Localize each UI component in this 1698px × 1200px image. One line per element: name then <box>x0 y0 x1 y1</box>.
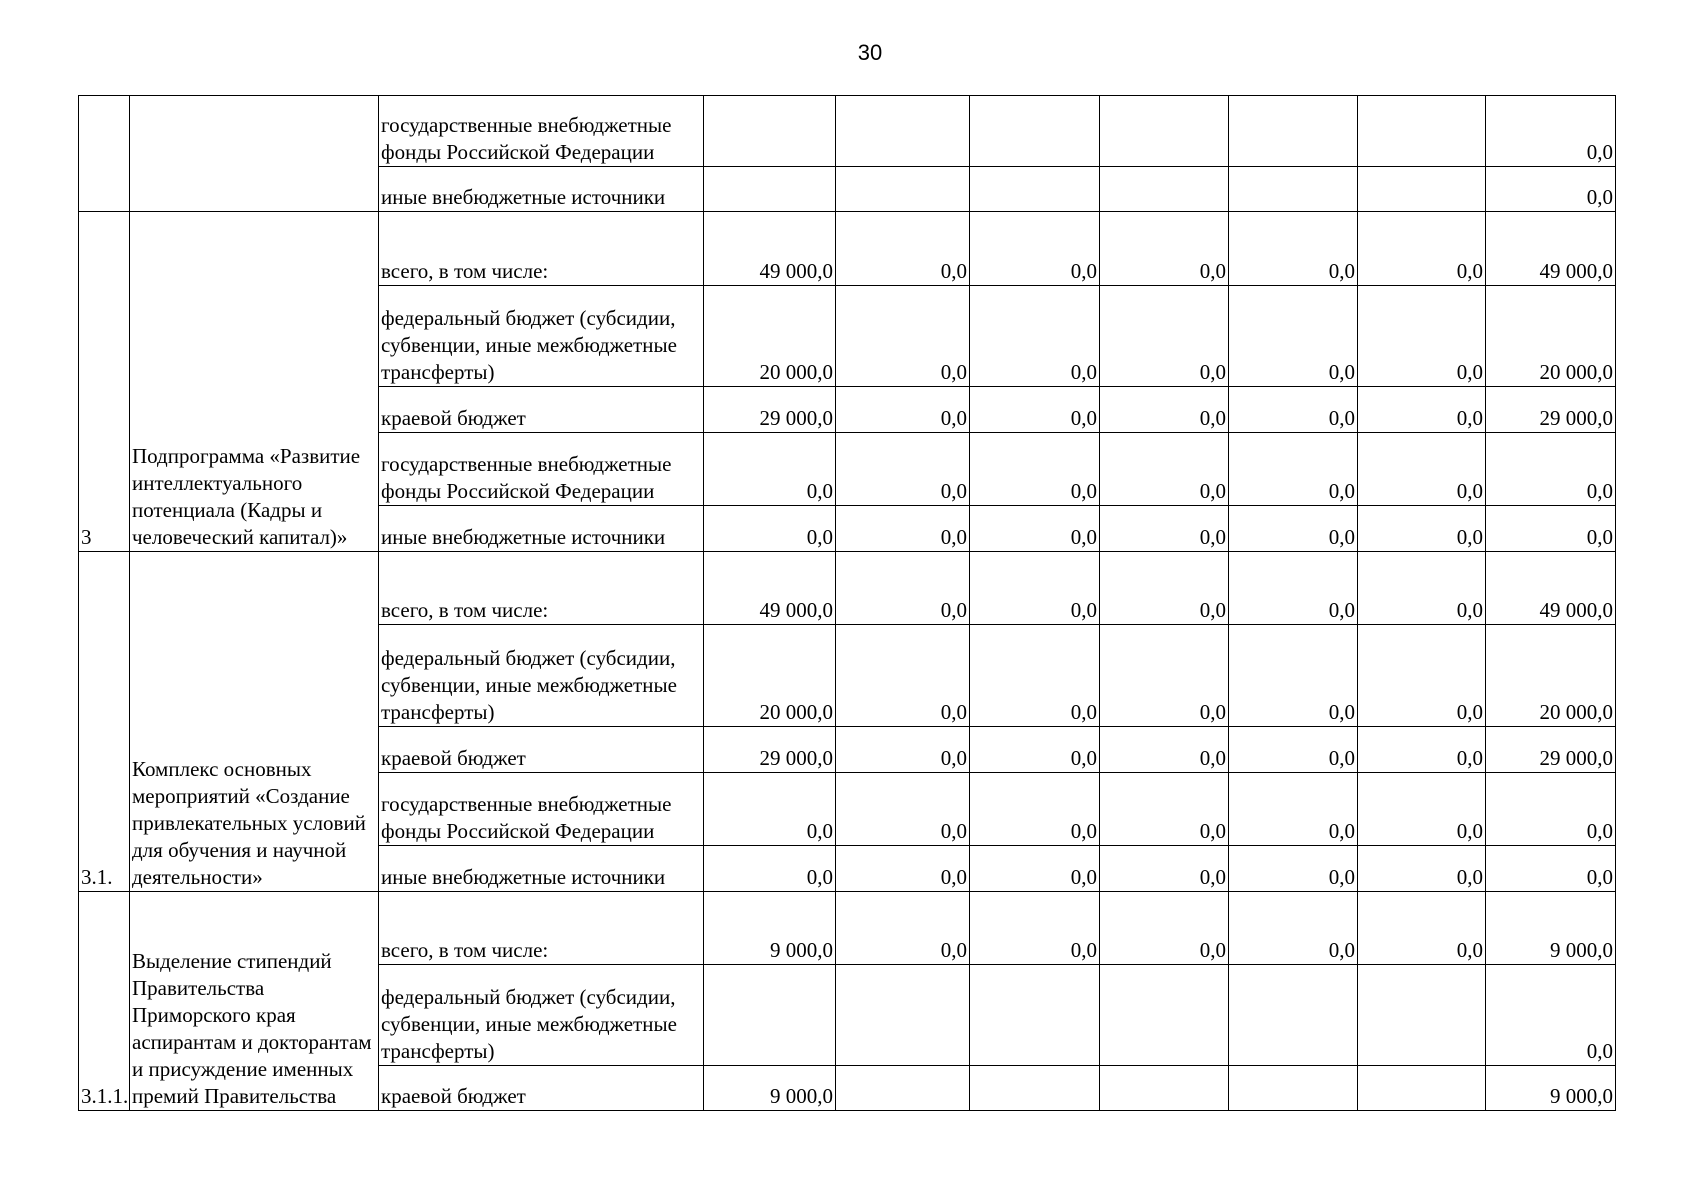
total-value-cell: 0,0 <box>1486 965 1616 1066</box>
table-row <box>79 892 1616 965</box>
value-cell: 0,0 <box>970 212 1100 286</box>
value-cell: 20 000,0 <box>704 286 836 387</box>
total-value-cell: 9 000,0 <box>1486 892 1616 965</box>
value-cell: 0,0 <box>704 846 836 892</box>
funding-source-label: иные внебюджетные источники <box>381 865 666 889</box>
value-cell: 0,0 <box>1358 773 1486 846</box>
value-cell <box>970 1066 1100 1111</box>
funding-source-cell <box>379 167 704 212</box>
value-cell: 49 000,0 <box>704 212 836 286</box>
total-value-cell: 0,0 <box>1486 773 1616 846</box>
total-value-cell: 20 000,0 <box>1486 286 1616 387</box>
value-cell: 29 000,0 <box>704 387 836 433</box>
funding-source-label: всего, в том числе: <box>381 938 549 962</box>
funding-source-cell <box>379 773 704 846</box>
value-cell <box>1100 96 1229 167</box>
funding-source-label: всего, в том числе: <box>381 259 549 283</box>
funding-source-cell <box>379 387 704 433</box>
funding-source-label: федеральный бюджет (субсидии, субвенции, иные межбюджетные трансферты) <box>381 646 677 724</box>
value-cell: 0,0 <box>970 892 1100 965</box>
table-row <box>79 212 1616 286</box>
total-value-cell: 49 000,0 <box>1486 552 1616 625</box>
value-cell: 0,0 <box>1229 506 1358 552</box>
row-name-cell <box>130 96 379 212</box>
value-cell: 49 000,0 <box>704 552 836 625</box>
value-cell: 0,0 <box>1358 552 1486 625</box>
total-value-cell: 0,0 <box>1486 167 1616 212</box>
value-cell <box>1229 96 1358 167</box>
funding-source-label: государственные внебюджетные фонды Российской Федерации <box>381 452 672 503</box>
funding-source-cell <box>379 212 704 286</box>
value-cell: 0,0 <box>1100 625 1229 727</box>
total-value-cell: 49 000,0 <box>1486 212 1616 286</box>
value-cell: 0,0 <box>1358 892 1486 965</box>
value-cell <box>1100 167 1229 212</box>
value-cell: 0,0 <box>1358 506 1486 552</box>
value-cell: 0,0 <box>836 846 970 892</box>
value-cell: 0,0 <box>1229 773 1358 846</box>
value-cell: 0,0 <box>836 625 970 727</box>
value-cell: 0,0 <box>1358 846 1486 892</box>
funding-source-cell <box>379 506 704 552</box>
total-value-cell: 9 000,0 <box>1486 1066 1616 1111</box>
row-number-cell: 3.1.1. <box>79 892 130 1111</box>
value-cell <box>1358 1066 1486 1111</box>
value-cell <box>1358 965 1486 1066</box>
value-cell: 0,0 <box>704 433 836 506</box>
value-cell <box>1358 167 1486 212</box>
row-name-cell: Подпрограмма «Развитие интеллектуального потенциала (Кадры и человеческий капитал)» <box>130 212 379 552</box>
funding-source-cell <box>379 727 704 773</box>
value-cell: 0,0 <box>1229 212 1358 286</box>
value-cell: 0,0 <box>970 552 1100 625</box>
value-cell: 0,0 <box>1100 846 1229 892</box>
funding-source-label: государственные внебюджетные фонды Российской Федерации <box>381 792 672 843</box>
value-cell <box>970 96 1100 167</box>
total-value-cell: 29 000,0 <box>1486 387 1616 433</box>
value-cell: 0,0 <box>836 286 970 387</box>
value-cell: 0,0 <box>970 727 1100 773</box>
funding-source-cell <box>379 286 704 387</box>
value-cell: 0,0 <box>836 433 970 506</box>
value-cell: 0,0 <box>836 212 970 286</box>
value-cell: 0,0 <box>704 506 836 552</box>
value-cell: 0,0 <box>970 433 1100 506</box>
row-number-cell <box>79 96 130 212</box>
value-cell: 0,0 <box>836 552 970 625</box>
value-cell <box>1229 965 1358 1066</box>
row-number-cell: 3.1. <box>79 552 130 892</box>
table-row <box>79 552 1616 625</box>
value-cell: 0,0 <box>1100 433 1229 506</box>
funding-source-label: федеральный бюджет (субсидии, субвенции, иные межбюджетные трансферты) <box>381 306 677 384</box>
value-cell: 0,0 <box>1100 552 1229 625</box>
value-cell: 0,0 <box>1358 387 1486 433</box>
value-cell: 0,0 <box>1229 387 1358 433</box>
value-cell: 0,0 <box>1100 212 1229 286</box>
funding-source-label: всего, в том числе: <box>381 598 549 622</box>
funding-source-label: краевой бюджет <box>381 1084 526 1108</box>
budget-table <box>78 95 1616 1111</box>
value-cell: 0,0 <box>836 387 970 433</box>
total-value-cell: 29 000,0 <box>1486 727 1616 773</box>
value-cell: 0,0 <box>1100 506 1229 552</box>
value-cell: 0,0 <box>970 846 1100 892</box>
funding-source-cell <box>379 433 704 506</box>
value-cell: 9 000,0 <box>704 1066 836 1111</box>
value-cell: 0,0 <box>970 773 1100 846</box>
value-cell: 0,0 <box>1358 727 1486 773</box>
total-value-cell: 20 000,0 <box>1486 625 1616 727</box>
value-cell: 0,0 <box>1358 286 1486 387</box>
funding-source-label: иные внебюджетные источники <box>381 185 666 209</box>
value-cell <box>836 96 970 167</box>
funding-source-cell <box>379 846 704 892</box>
value-cell: 0,0 <box>1100 727 1229 773</box>
value-cell: 0,0 <box>1229 727 1358 773</box>
table-row <box>79 96 1616 167</box>
funding-source-label: иные внебюджетные источники <box>381 525 666 549</box>
value-cell <box>704 96 836 167</box>
value-cell: 0,0 <box>970 506 1100 552</box>
value-cell <box>836 1066 970 1111</box>
value-cell: 0,0 <box>1229 286 1358 387</box>
row-name-cell: Выделение стипендий Правительства Приморского края аспирантам и докторантам и присуждение именных премий Правительства <box>130 892 379 1111</box>
value-cell: 9 000,0 <box>704 892 836 965</box>
value-cell: 0,0 <box>1358 625 1486 727</box>
value-cell <box>1100 965 1229 1066</box>
value-cell: 29 000,0 <box>704 727 836 773</box>
value-cell: 0,0 <box>836 727 970 773</box>
funding-source-label: краевой бюджет <box>381 746 526 770</box>
funding-source-cell <box>379 965 704 1066</box>
value-cell: 0,0 <box>836 506 970 552</box>
value-cell: 0,0 <box>1358 212 1486 286</box>
total-value-cell: 0,0 <box>1486 846 1616 892</box>
total-value-cell: 0,0 <box>1486 506 1616 552</box>
value-cell: 0,0 <box>836 773 970 846</box>
value-cell: 0,0 <box>1358 433 1486 506</box>
funding-source-cell <box>379 892 704 965</box>
value-cell <box>1229 167 1358 212</box>
value-cell <box>1358 96 1486 167</box>
value-cell: 0,0 <box>970 387 1100 433</box>
value-cell <box>1100 1066 1229 1111</box>
funding-source-cell <box>379 96 704 167</box>
value-cell: 0,0 <box>704 773 836 846</box>
value-cell <box>970 965 1100 1066</box>
value-cell: 0,0 <box>970 286 1100 387</box>
row-name-cell: Комплекс основных мероприятий «Создание привлекательных условий для обучения и научной деятельности» <box>130 552 379 892</box>
funding-source-label: федеральный бюджет (субсидии, субвенции, иные межбюджетные трансферты) <box>381 985 677 1063</box>
value-cell: 0,0 <box>1100 892 1229 965</box>
value-cell: 0,0 <box>1100 387 1229 433</box>
funding-source-label: государственные внебюджетные фонды Российской Федерации <box>381 113 672 164</box>
value-cell <box>704 167 836 212</box>
value-cell: 0,0 <box>1100 773 1229 846</box>
total-value-cell: 0,0 <box>1486 96 1616 167</box>
value-cell <box>836 965 970 1066</box>
funding-source-cell <box>379 625 704 727</box>
value-cell: 0,0 <box>1229 892 1358 965</box>
total-value-cell: 0,0 <box>1486 433 1616 506</box>
value-cell <box>1229 1066 1358 1111</box>
funding-source-cell <box>379 552 704 625</box>
row-number-cell: 3 <box>79 212 130 552</box>
funding-source-cell <box>379 1066 704 1111</box>
page-number: 30 <box>857 40 883 65</box>
value-cell <box>704 965 836 1066</box>
value-cell: 0,0 <box>1229 552 1358 625</box>
value-cell: 0,0 <box>1100 286 1229 387</box>
funding-source-label: краевой бюджет <box>381 406 526 430</box>
value-cell: 0,0 <box>1229 625 1358 727</box>
value-cell: 0,0 <box>1229 433 1358 506</box>
value-cell: 0,0 <box>1229 846 1358 892</box>
value-cell <box>836 167 970 212</box>
value-cell: 20 000,0 <box>704 625 836 727</box>
value-cell <box>970 167 1100 212</box>
value-cell: 0,0 <box>836 892 970 965</box>
value-cell: 0,0 <box>970 625 1100 727</box>
